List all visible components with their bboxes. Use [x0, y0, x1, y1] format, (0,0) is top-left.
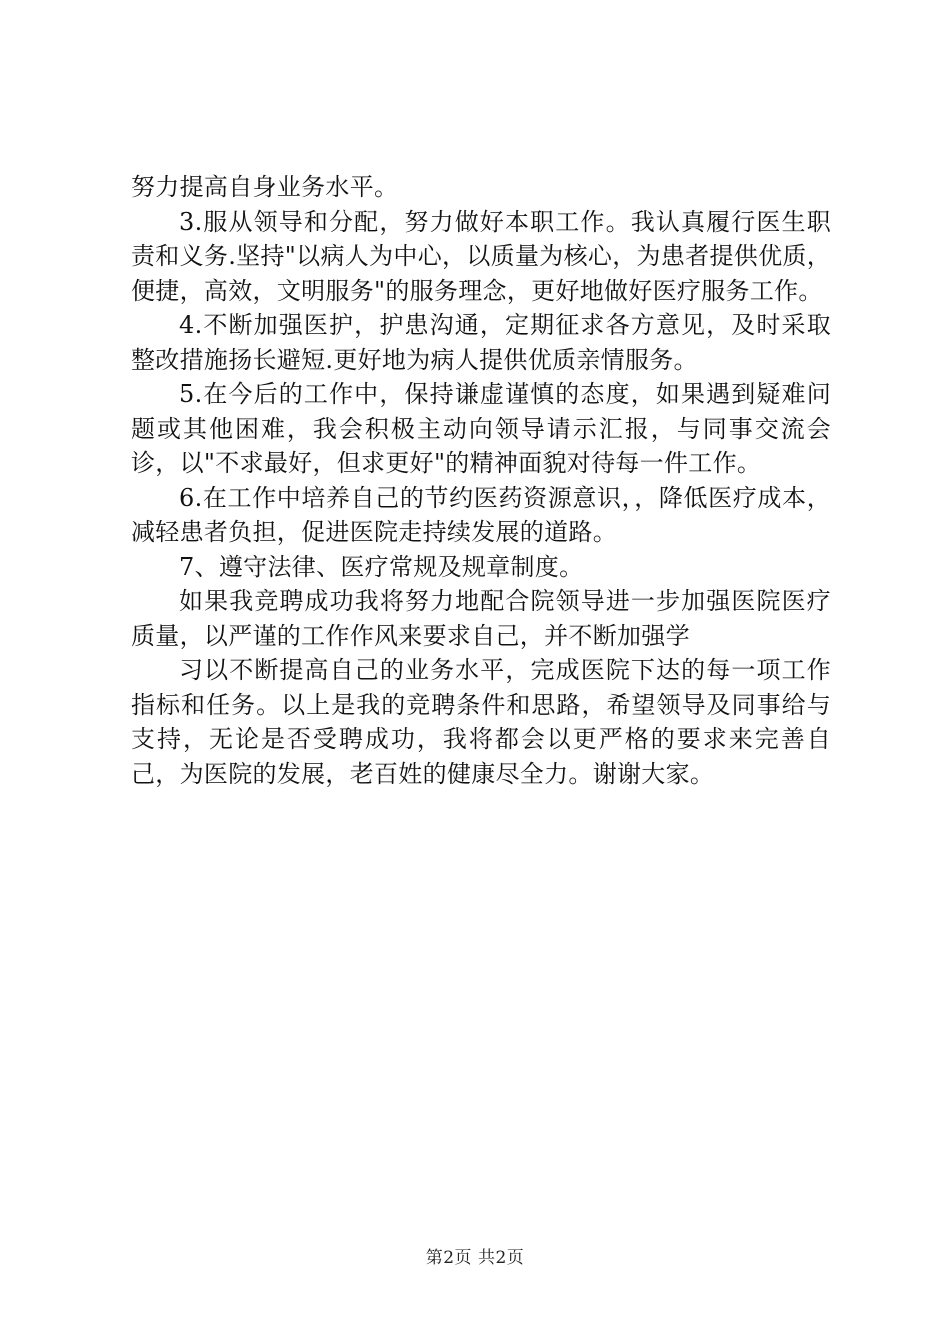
paragraph-item-7: 7、遵守法律、医疗常规及规章制度。 [179, 552, 584, 581]
paragraph-item-4: 4.不断加强医护，护患沟通，定期征求各方意见，及时采取整改措施扬长避短.更好地为病人提供优质亲情服务。 [131, 311, 831, 374]
page-number-footer: 第2页 共2页 [425, 1248, 525, 1268]
paragraph-closing: 习以不断提高自己的业务水平，完成医院下达的每一项工作指标和任务。以上是我的竞聘条件和思路，希望领导及同事给与支持，无论是否受聘成功，我将都会以更严格的要求来完善自己，为医院的发展，老百姓的健康尽全力。谢谢大家。 [131, 656, 831, 788]
paragraph-item-6: 6.在工作中培养自己的节约医药资源意识，，降低医疗成本，减轻患者负担，促进医院走持续发展的道路。 [131, 483, 831, 546]
paragraph-item-3: 3.服从领导和分配，努力做好本职工作。我认真履行医生职责和义务.坚持"以病人为中心，以质量为核心，为患者提供优质，便捷，高效，文明服务"的服务理念，更好地做好医疗服务工作。 [131, 207, 831, 305]
paragraph-commitment: 如果我竞聘成功我将努力地配合院领导进一步加强医院医疗质量，以严谨的工作作风来要求自己，并不断加强学 [131, 587, 831, 650]
paragraph-item-5: 5.在今后的工作中，保持谦虚谨慎的态度，如果遇到疑难问题或其他困难，我会积极主动向领导请示汇报，与同事交流会诊，以"不求最好，但求更好"的精神面貌对待每一件工作。 [131, 380, 831, 477]
paragraph-continuation: 努力提高自身业务水平。 [131, 173, 399, 201]
document-body [131, 170, 831, 791]
